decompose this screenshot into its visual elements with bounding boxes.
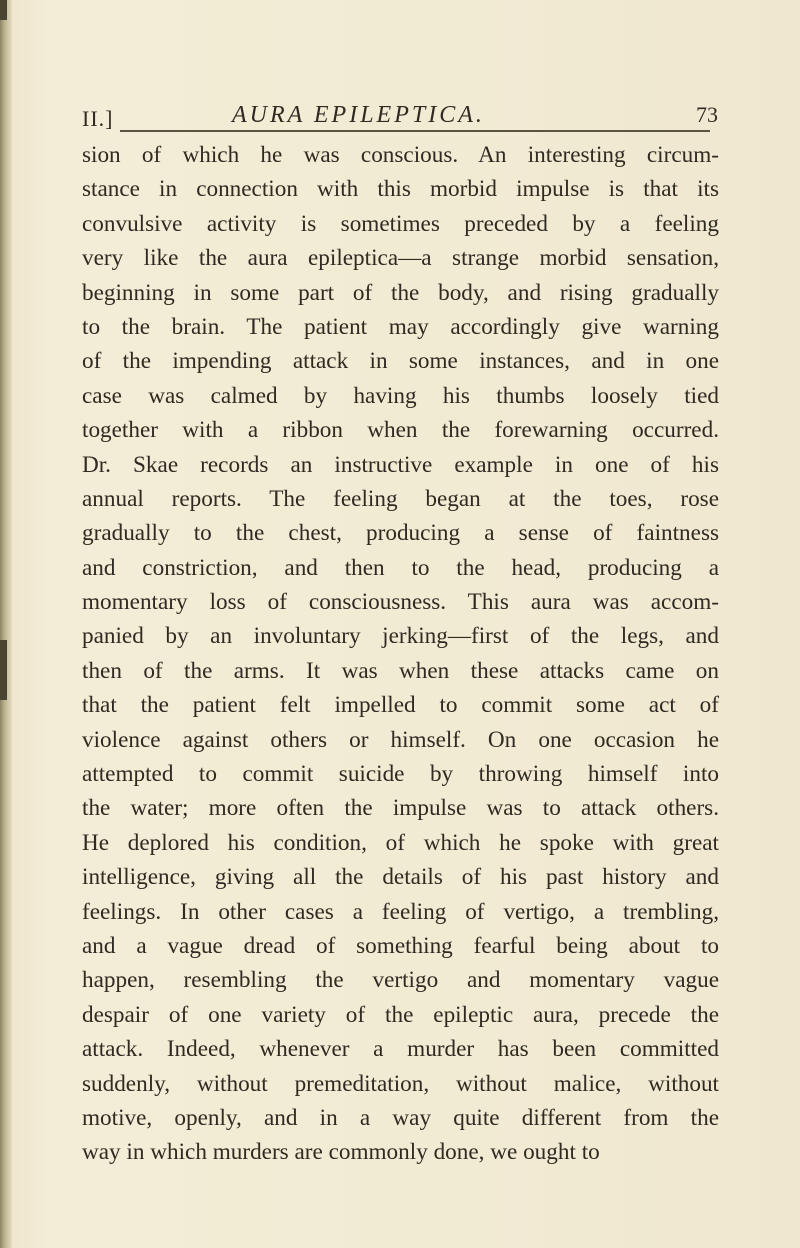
text-line: violence against others or himself. On one occasion he [82, 726, 719, 753]
text-line: that the patient felt impelled to commit some act of [82, 692, 719, 719]
text-line: motive, openly, and in a way quite different from the [82, 1104, 719, 1131]
text-line: beginning in some part of the body, and rising gradually [82, 279, 719, 306]
text-line: gradually to the chest, producing a sense of faintness [82, 520, 719, 547]
text-line: annual reports. The feeling began at the toes, rose [82, 485, 719, 512]
text-line: feelings. In other cases a feeling of vertigo, a trembling, [82, 898, 719, 925]
text-line: attack. Indeed, whenever a murder has been committed [82, 1036, 719, 1063]
text-line: suddenly, without premeditation, without malice, without [82, 1070, 719, 1097]
text-line: intelligence, giving all the details of his past history and [82, 864, 719, 891]
text-line: convulsive activity is sometimes preceded by a feeling [82, 210, 719, 237]
text-line: momentary loss of consciousness. This aura was accom- [82, 589, 719, 616]
text-line: way in which murders are commonly done, we ought to [82, 1139, 600, 1166]
running-title: AURA EPILEPTICA. [232, 102, 485, 128]
text-line: stance in connection with this morbid impulse is that its [82, 176, 719, 203]
page-number: 73 [696, 102, 718, 127]
text-line: case was calmed by having his thumbs loosely tied [82, 382, 719, 409]
text-line: and constriction, and then to the head, producing a [82, 554, 719, 581]
text-line: He deplored his condition, of which he spoke with great [82, 829, 719, 856]
text-line: the water; more often the impulse was to attack others. [82, 795, 719, 822]
header-rule [120, 130, 710, 132]
text-line: of the impending attack in some instances, and in one [82, 348, 719, 375]
text-line: attempted to commit suicide by throwing himself into [82, 761, 719, 788]
text-line: panied by an involuntary jerking—first of the legs, and [82, 623, 719, 650]
text-line: very like the aura epileptica—a strange morbid sensation, [82, 245, 719, 272]
text-line: and a vague dread of something fearful being about to [82, 932, 719, 959]
binding-shadow [0, 640, 7, 700]
text-line: to the brain. The patient may accordingly give warning [82, 313, 719, 340]
running-header [82, 94, 718, 130]
text-line: despair of one variety of the epileptic aura, precede the [82, 1001, 719, 1028]
binding-shadow [0, 0, 7, 20]
text-line: sion of which he was conscious. An interesting circum- [82, 142, 719, 168]
text-line: Dr. Skae records an instructive example in one of his [82, 451, 719, 478]
chapter-number: II.] [82, 106, 114, 131]
book-binding-edge [0, 0, 12, 1248]
text-line: then of the arms. It was when these attacks came on [82, 657, 719, 684]
text-line: together with a ribbon when the forewarning occurred. [82, 417, 719, 444]
text-line: happen, resembling the vertigo and momentary vague [82, 967, 719, 994]
body-text [82, 138, 719, 1170]
